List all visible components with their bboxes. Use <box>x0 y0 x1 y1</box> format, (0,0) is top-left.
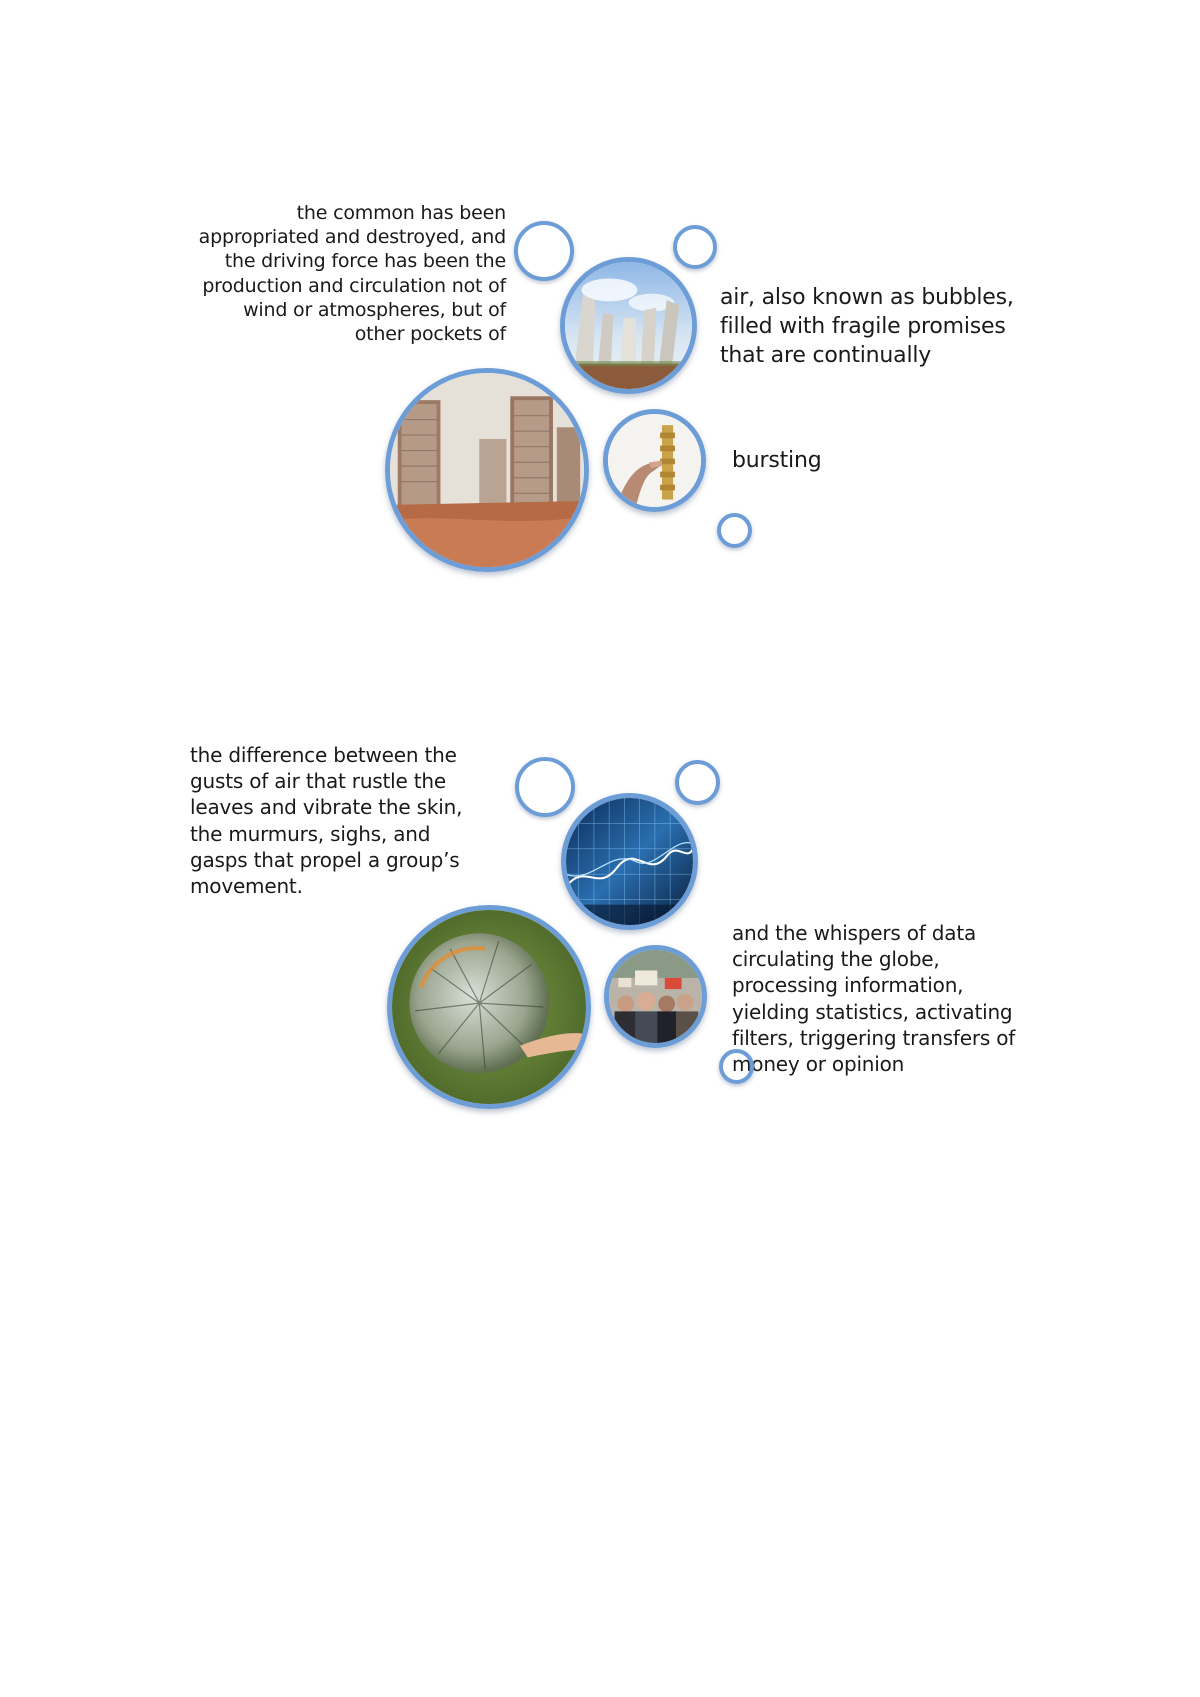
text-line: air, also known as bubbles, <box>720 285 1014 310</box>
text-line: processing information, <box>732 973 964 998</box>
text-line: gasps that propel a group’s <box>190 847 460 872</box>
text-line: money or opinion <box>732 1052 905 1077</box>
bubble-sphere-photo-bubble <box>387 905 591 1109</box>
text-line: filled with fragile promises <box>720 314 1006 339</box>
text-line: yielding statistics, activating <box>732 999 1013 1024</box>
small-bubble-ring <box>514 221 574 281</box>
data-screens-photo-bubble <box>561 793 698 930</box>
small-bubble-ring <box>675 760 720 805</box>
text-line: movement. <box>190 874 303 899</box>
towers-sky-photo-bubble <box>560 257 697 394</box>
section1-left-text <box>190 201 506 346</box>
section1-right-text <box>720 283 1040 370</box>
text-line: and the whispers of data <box>732 921 977 945</box>
text-line: gusts of air that rustle the <box>190 769 447 794</box>
text-line: production and circulation not of <box>202 274 506 297</box>
text-line: wind or atmospheres, but of <box>243 298 506 321</box>
text-line: appropriated and destroyed, and <box>198 226 506 249</box>
text-line: other pockets of <box>354 323 506 346</box>
text-line: the common has been <box>296 202 506 224</box>
towers-construction-photo-bubble <box>385 368 589 572</box>
section2-left-text <box>190 742 490 899</box>
text-line: the murmurs, sighs, and <box>190 821 431 846</box>
protest-crowd-photo-bubble <box>604 945 707 1048</box>
small-bubble-ring <box>515 757 575 817</box>
small-bubble-ring <box>719 1049 754 1084</box>
text-line: leaves and vibrate the skin, <box>190 795 463 820</box>
text-line: the driving force has been the <box>224 250 506 273</box>
text-line: the difference between the <box>190 743 457 767</box>
small-bubble-ring <box>717 513 752 548</box>
section2-right-text <box>732 920 1052 1077</box>
text-line: that are continually <box>720 343 932 368</box>
bursting-label: bursting <box>732 448 822 473</box>
text-line: filters, triggering transfers of <box>732 1025 1016 1050</box>
text-line: circulating the globe, <box>732 947 940 972</box>
hand-tower-photo-bubble <box>603 409 706 512</box>
small-bubble-ring <box>673 225 717 269</box>
